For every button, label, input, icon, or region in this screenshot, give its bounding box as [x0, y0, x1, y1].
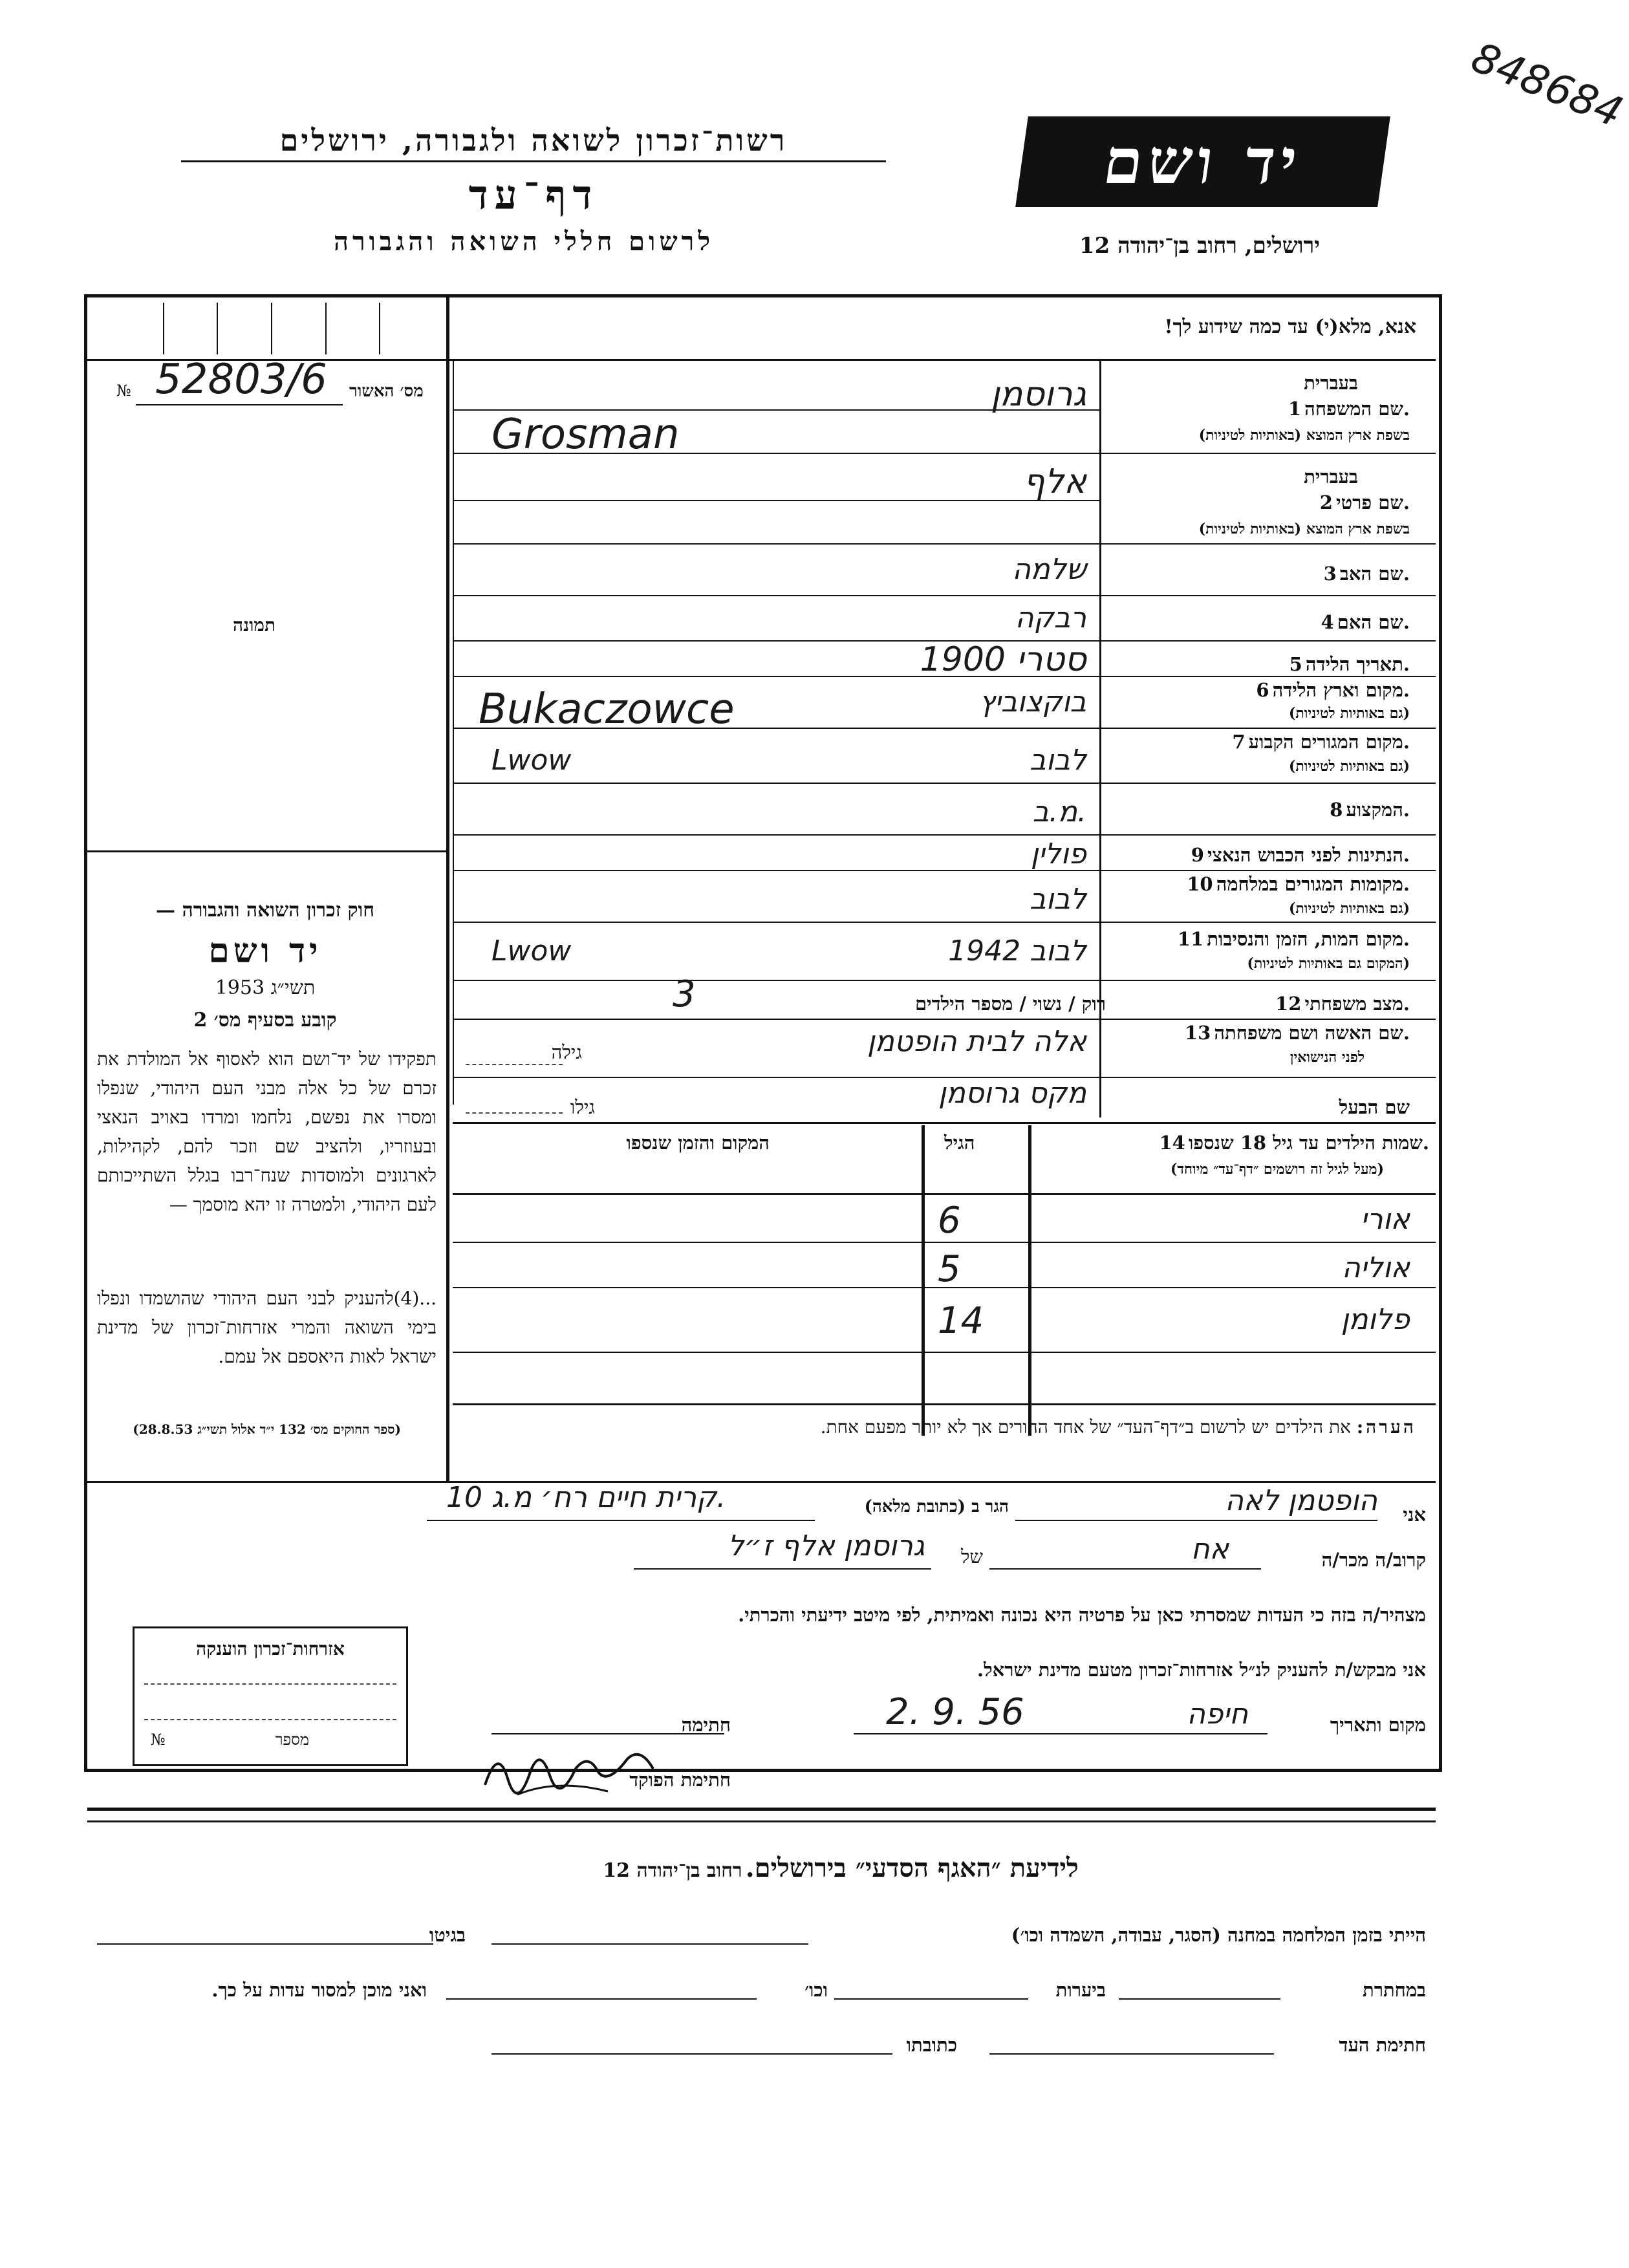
row-line-3 [453, 595, 1436, 596]
note-text: את הילדים יש לרשום ב״דף־העד״ של אחד ההורים אך לא יותר מפעם אחת. [820, 1416, 1351, 1438]
field-12-label [1275, 993, 1410, 1015]
marital-options: רוק / נשוי / מספר הילדים [914, 993, 1106, 1015]
photo-label: תמונה [233, 614, 276, 636]
child-2-name: אוליה [1342, 1251, 1410, 1284]
child-1-age: 6 [938, 1200, 961, 1242]
underground-line2-blank3 [446, 1998, 757, 2000]
field-1-value-latin: Grosman [491, 411, 680, 459]
husband-age-line [466, 1112, 563, 1114]
declarant-label: אני [1403, 1504, 1426, 1526]
underground-line2-c: וכו׳ [804, 1979, 828, 2001]
children-header-line [453, 1193, 1436, 1195]
field-7-value-latin: Lwow [491, 744, 572, 777]
serial-underline [136, 404, 343, 405]
field-4-label-text: שם האם [1337, 611, 1403, 633]
field-6-label [1256, 679, 1410, 702]
field-11-num: 11. [1177, 928, 1410, 950]
field-7-value: לבוב [1030, 744, 1086, 777]
field-11-value: 1942 לבוב [948, 934, 1086, 967]
field-12-num: 12. [1275, 993, 1410, 1015]
row-line-7 [453, 783, 1436, 784]
field-6-value-latin: Bukaczowce [479, 686, 735, 733]
field-2-num: 2. [1319, 491, 1410, 513]
declaration-statement: מצהיר/ה בזה כי העדות שמסרתי כאן על פרטיה היא נכונה ואמיתית, לפי מיטב ידיעתי והכרתי. [738, 1604, 1426, 1626]
underground-line2-blank2 [834, 1998, 1028, 2000]
field-2-label-text: שם פרטי [1336, 491, 1403, 513]
child-3-name: פלומן [1341, 1303, 1410, 1336]
law-year: תשי״ג 1953 [215, 977, 316, 999]
field-8-label-text: המקצוע [1346, 799, 1403, 821]
field-1-label [1288, 398, 1410, 420]
field-1-num: 1. [1288, 398, 1410, 420]
serial-label: מס׳ האשור [349, 382, 424, 401]
underground-line2-d: ואני מוכן למסור עדות על כך. [211, 1979, 427, 2001]
relation-underline [989, 1568, 1261, 1570]
official-signature-label: חתימת הפוקד [629, 1769, 731, 1791]
field-6-note: (גם באותיות לטיניות) [1288, 705, 1410, 722]
form-subtitle: לרשום חללי השואה והגבורה [333, 226, 715, 257]
law-text: תפקידו של יד־ושם הוא לאסוף אל המולדת את זכרם של כל אלה מבני העם היהודי, שנפלו ומסרו את נפשם, נלחמו ומרדו באויב הנאצי ובעוזריו, ולהציב שם וזכר להם, לקהילות, לארגונים ולמוסדות שנח־רבו בגלל השתייכותם לעם היהודי, ולמטרה זו יהא מוסמך — [97, 1048, 437, 1215]
field-1-value: גרוסמן [990, 375, 1086, 414]
declaration-request: אני מבקש/ת להעניק לנ״ל אזרחות־זכרון מטעם מדינת ישראל. [977, 1659, 1426, 1681]
relation-label: קרוב/ה מכר/ה [1321, 1549, 1426, 1571]
underground-title: לידיעת ״האגף הסדעי״ בירושלים. [745, 1853, 1079, 1883]
law-name: יד ושם [208, 931, 322, 971]
children-note: (מעל לגיל זה רושמים ״דף־עד״ מיוחד) [1170, 1161, 1384, 1178]
declaration-top-line [87, 1481, 1436, 1483]
field-7-num: 7. [1232, 731, 1410, 753]
field-13-label-text: שם האשה ושם משפחתה [1214, 1022, 1403, 1044]
child-row-line-3 [453, 1352, 1436, 1353]
underground-line2-b: ביערות [1055, 1979, 1106, 2001]
wife-name: אלה לבית הופטמן [867, 1025, 1086, 1058]
field-12-label-text: מצב משפחתי [1304, 993, 1403, 1015]
field-9-label [1191, 844, 1410, 867]
husband-name: מקס גרוסמן [938, 1077, 1086, 1110]
residing-label: הגר ב (כתובת מלאה) [864, 1497, 1009, 1517]
place-date-label: מקום ותאריך [1330, 1714, 1426, 1736]
field-8-label [1330, 799, 1410, 821]
field-7-label [1232, 731, 1410, 753]
field-11-note: (המקום גם באותיות לטיניות) [1247, 955, 1410, 972]
underground-line3-blank2 [491, 2053, 892, 2055]
children-place-header: המקום והזמן שנספו [626, 1132, 770, 1154]
note-label: הערה: [1356, 1416, 1416, 1438]
declarant-address: 10 קרית חיים רח׳ מ.ג. [446, 1481, 726, 1514]
of-underline [634, 1568, 931, 1570]
field-14-num: 14. [1159, 1132, 1429, 1154]
underground-line3-a: חתימת העד [1339, 2034, 1426, 2056]
section-divider-2 [87, 1820, 1436, 1822]
underground-line1-blank2 [97, 1943, 433, 1945]
field-9-num: 9. [1191, 844, 1410, 866]
field-8-num: 8. [1330, 799, 1410, 821]
field-8-value: מ.ב. [1032, 795, 1086, 828]
child-1-name: אורי [1360, 1203, 1410, 1236]
row-line-10 [453, 922, 1436, 923]
citizenship-box [133, 1626, 408, 1766]
field-11-label-text: מקום המות, הזמן והנסיבות [1207, 928, 1403, 950]
field-4-value: רבקה [1015, 601, 1086, 634]
wife-age-label: גילה [551, 1041, 582, 1063]
field-5-label-text: תאריך הלידה [1305, 653, 1403, 675]
child-3-age: 14 [938, 1300, 984, 1342]
field-11-value-latin: Lwow [491, 934, 572, 967]
header-address: ירושלים, רחוב בן־יהודה 12 [1079, 233, 1321, 259]
field-6-num: 6. [1256, 679, 1410, 701]
row-line-2b [453, 500, 1099, 501]
marital-children-count: 3 [673, 973, 696, 1015]
field-7-label-text: מקום המגורים הקבוע [1248, 731, 1403, 753]
children-age-header: הגיל [944, 1132, 975, 1154]
field-1-label-text: שם המשפחה [1304, 398, 1403, 420]
left-column-divider [446, 297, 449, 1481]
index-boxes [110, 303, 433, 354]
signature-label: חתימה [681, 1714, 731, 1736]
law-clause: קובע בסעיף מס׳ 2 [193, 1009, 337, 1031]
citizenship-box-title: אזרחות־זכרון הוענקה [196, 1638, 345, 1659]
date-value: 2. 9. 56 [886, 1691, 1024, 1733]
field-9-value: פולין [1030, 837, 1086, 870]
field-9-label-text: הנתינות לפני הכבוש הנאצי [1207, 844, 1403, 866]
address-underline [427, 1520, 815, 1521]
yad-vashem-logo: יד ושם [1015, 116, 1390, 207]
serial-value: 52803/6 [155, 356, 327, 404]
photo-bottom-line [87, 850, 446, 852]
field-3-label [1324, 563, 1410, 585]
hebrew-label-1: בעברית [1304, 372, 1358, 394]
children-age-col-right [1028, 1125, 1031, 1436]
row-line-husband [453, 1122, 1436, 1124]
form-intro: אנא, מלא(י) עד כמה שידוע לך! [1164, 316, 1416, 338]
archive-number: 848684 [1465, 33, 1629, 138]
underground-heading [453, 1853, 1229, 1883]
field-3-num: 3. [1323, 563, 1410, 585]
law-text-2: ...(4)להעניק לבני העם היהודי שהושמדו ונפלו בימי השואה והמרי אזרחות־זכרון של מדינת ישראל לאות היאספם אל עמם. [97, 1288, 437, 1367]
underground-line1-blank [491, 1943, 808, 1945]
underground-line1-b: בגיטו [429, 1924, 466, 1946]
place-value: חיפה [1187, 1698, 1248, 1731]
row-line-12 [453, 1019, 1436, 1020]
children-age-col-left [922, 1125, 925, 1436]
of-label: של [960, 1546, 983, 1568]
law-ref: (ספר החוקים מס׳ 132 י״ד אלול תשי״ג 28.8.53) [133, 1421, 401, 1437]
field-2-value: אלף [1023, 462, 1086, 501]
of-value: גרוסמן אלף ז״ל [728, 1529, 925, 1562]
field-6-value: בוקצוביץ [979, 686, 1086, 718]
underground-line3-b: כתובתו [906, 2034, 957, 2056]
declarant-name: הופטמן לאה [1225, 1484, 1377, 1517]
field-6-label-text: מקום וארץ הלידה [1272, 679, 1403, 701]
field-3-value: שלמה [1012, 553, 1086, 586]
declarant-underline [1015, 1520, 1377, 1521]
serial-no-mark: № [116, 382, 131, 400]
field-10-num: 10. [1187, 873, 1410, 895]
intro-bottom-line [446, 359, 1436, 361]
underground-line2-a: במחתרת [1363, 1979, 1426, 2001]
field-10-value: לבוב [1030, 883, 1086, 916]
field-10-label [1187, 873, 1410, 896]
field-5-value: 1900 סטרי [920, 640, 1086, 679]
form-title: דף־עד [468, 171, 599, 219]
field-11-label [1178, 928, 1410, 951]
field-13-num: 13. [1184, 1022, 1410, 1044]
field-5-label [1289, 653, 1410, 676]
child-row-line-4 [453, 1403, 1436, 1405]
value-column-left [453, 361, 454, 1105]
row-line-9 [453, 870, 1436, 871]
field-13-note: לפני הנישואין [1289, 1049, 1365, 1066]
underground-line3-blank1 [989, 2053, 1274, 2055]
husband-label: שם הבעל [1339, 1096, 1410, 1118]
citizenship-no-mark: № [151, 1731, 166, 1749]
org-line: רשות־זכרון לשואה ולגבורה, ירושלים [279, 123, 788, 158]
wife-age-line [466, 1064, 563, 1065]
field-1-note: בשפת ארץ המוצא (באותיות לטיניות) [1198, 427, 1410, 444]
row-line-8 [453, 834, 1436, 836]
child-2-age: 5 [938, 1248, 961, 1290]
underground-line2-blank1 [1119, 1998, 1280, 2000]
hebrew-label-2: בעברית [1304, 466, 1358, 488]
field-10-label-text: מקומות המגורים במלחמה [1216, 873, 1403, 895]
citizenship-number-label: מספר [275, 1731, 309, 1749]
row-line-11 [453, 980, 1436, 981]
field-2-note: בשפת ארץ המוצא (באותיות לטיניות) [1198, 521, 1410, 537]
row-line-13 [453, 1077, 1436, 1078]
underground-address: רחוב בן־יהודה 12 [603, 1859, 742, 1882]
field-4-num: 4. [1321, 611, 1410, 633]
field-14-label [1160, 1132, 1430, 1154]
underground-line1-a: הייתי בזמן המלחמה במחנה (הסגר, עבודה, השמדה וכו׳) [1011, 1924, 1426, 1946]
row-line-2 [453, 543, 1436, 545]
field-7-note: (גם באותיות לטיניות) [1288, 758, 1410, 775]
field-4-label [1321, 611, 1410, 634]
relation-value: אח [1191, 1533, 1229, 1566]
field-3-label-text: שם האב [1339, 563, 1403, 585]
org-underline [181, 160, 886, 162]
children-note-row [466, 1416, 1416, 1438]
field-10-note: (גם באותיות לטיניות) [1288, 900, 1410, 917]
child-row-line-1 [453, 1242, 1436, 1243]
husband-age-label: גילו [570, 1096, 595, 1118]
field-2-label [1320, 491, 1410, 514]
law-title: חוק זכרון השואה והגבורה — [156, 899, 374, 922]
field-5-num: 5. [1289, 653, 1410, 675]
section-divider-1 [87, 1808, 1436, 1811]
field-13-label [1185, 1022, 1410, 1044]
children-label-text: שמות הילדים עד גיל 18 שנספו [1188, 1132, 1423, 1154]
place-date-underline [854, 1733, 1268, 1734]
